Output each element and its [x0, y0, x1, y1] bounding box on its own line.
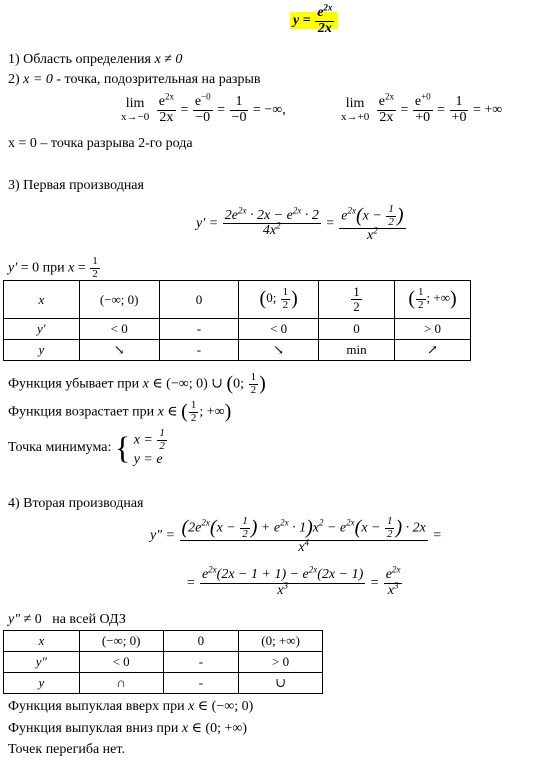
limit-right: lim x→+0 $\frac{e^{2x}}{2x}$ = $\frac{e^{+0}}{+0}$ = $\frac{1}{+0}$ = +∞	[341, 91, 503, 125]
second-derivative-simplified: = $\frac{e^{2x}(2x - 1 + 1) - e^{2x}(2x - 1)}{x^3}$ = $\frac{e^{2x}}{x^3}$	[186, 564, 401, 598]
nonzero-note: y″ ≠ 0 на всей ОДЗ	[8, 612, 126, 627]
convex-up-note: Функция выпуклая вверх при x ∈ (−∞; 0)	[8, 699, 254, 714]
table-row: y ∩ - ∪	[4, 673, 323, 694]
section-second-derivative: 4) Вторая производная	[8, 496, 144, 511]
section-break: 2) x = 0 - точка, подозрительная на разрыв	[8, 72, 261, 87]
decreasing-note: Функция убывает при x ∈ (−∞; 0) ∪ (0; $\frac{1}{2}$ )	[8, 371, 266, 396]
title-formula: y = $\frac{e^{2x}}{2x}$	[290, 6, 338, 36]
no-inflection-note: Точек перегиба нет.	[8, 742, 125, 757]
critical-point: y′ = 0 при x = $\frac{1}{2}$	[8, 255, 98, 280]
table-row: x (−∞; 0) 0 (0; $\frac{1}{2}$ ) $\frac{1}{2}$ ( $\frac{1}{2}$ ; +∞)	[4, 281, 471, 319]
convexity-table	[3, 630, 323, 694]
table-row: y″ < 0 - > 0	[4, 652, 323, 673]
break-note: x = 0 – точка разрыва 2-го рода	[8, 136, 193, 151]
first-derivative-formula: y′ = $\frac{2e^{2x} \cdot 2x - e^{2x} \cdot 2}{4x^2}$ = $e^{2x}(x$ − $\frac{1}{2}$ ) $x^2$	[196, 203, 404, 244]
second-derivative-formula: y″ = ($2e^{2x}(x$ − $\frac{1}{2}$ ) + $e^{2x} \cdot 1)x^2 - e^{2x}(x$ − $\frac{1}{2}$ ) · 2x $x^4$ =	[150, 515, 442, 556]
convex-down-note: Функция выпуклая вниз при x ∈ (0; +∞)	[8, 721, 248, 736]
increasing-note: Функция возрастает при x ∈ ( $\frac{1}{2}$ ; +∞)	[8, 399, 232, 424]
limit-left: lim x→−0 $\frac{e^{2x}}{2x}$ = $\frac{e^{-0}}{-0}$ = $\frac{1}{-0}$ = −∞,	[121, 91, 286, 125]
minimum-point: Точка минимума: { x = $\frac{1}{2}$ y = e	[8, 427, 165, 468]
section-domain: 1) Область определения x ≠ 0	[8, 52, 183, 67]
monotonicity-table	[3, 280, 471, 361]
table-row: y ↘ - ↘ min ↗	[4, 340, 471, 361]
table-row: y′ < 0 - < 0 0 > 0	[4, 319, 471, 340]
table-row: x (−∞; 0) 0 (0; +∞)	[4, 631, 323, 652]
section-first-derivative: 3) Первая производная	[8, 178, 144, 193]
